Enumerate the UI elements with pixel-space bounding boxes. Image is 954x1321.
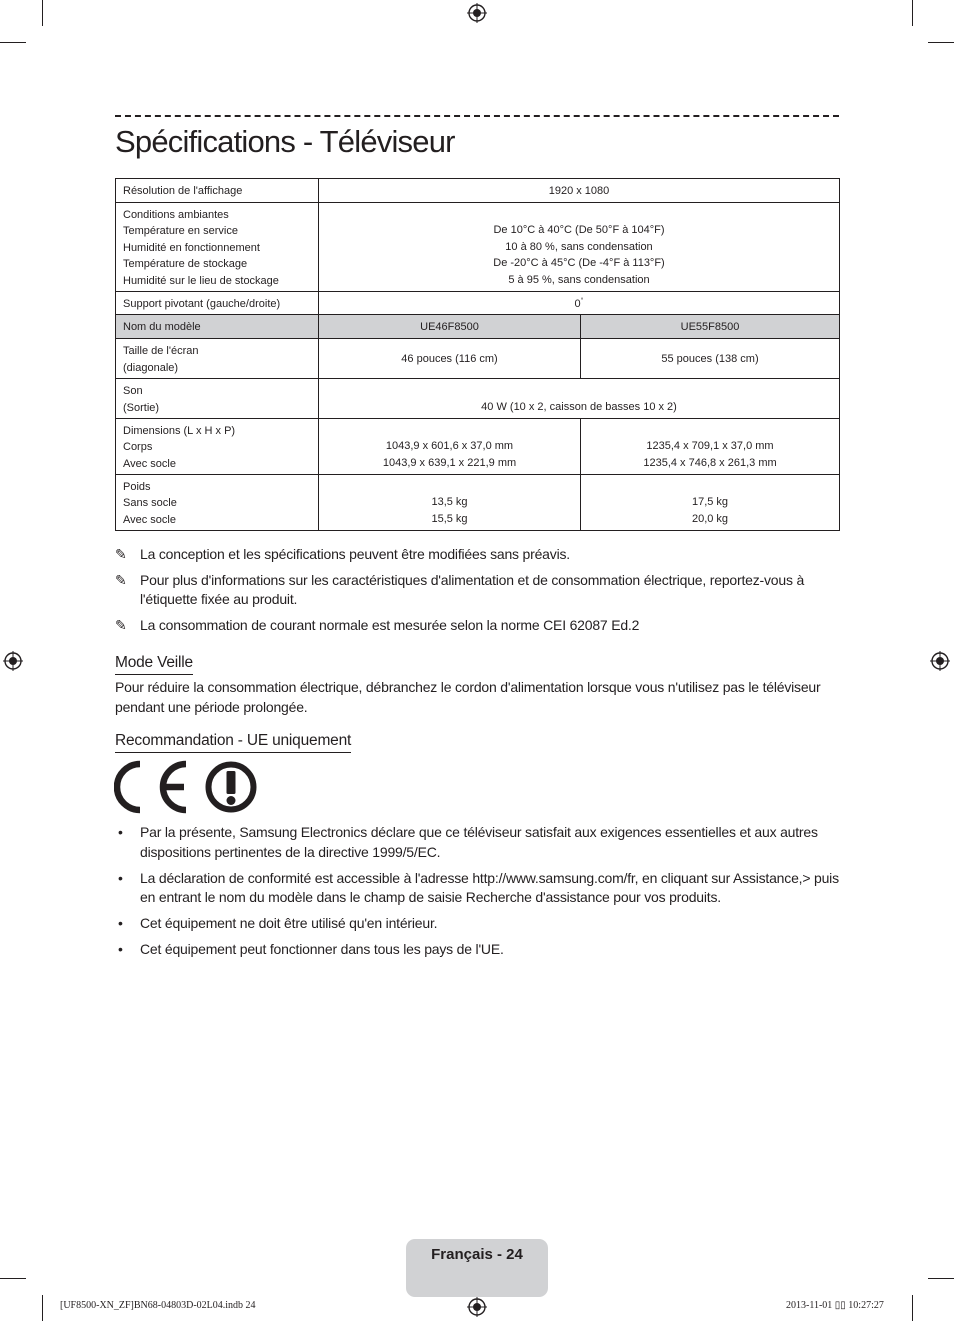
registration-mark-icon xyxy=(467,3,487,23)
row-label-sound: Son (Sortie) xyxy=(116,379,319,419)
standby-text: Pour réduire la consommation électrique, débranchez le cordon d'alimentation lorsque vous n'utilisez pas le téléviseur pendant une période prolongée. xyxy=(115,679,821,715)
standby-heading: Mode Veille xyxy=(115,653,193,675)
recommendation-heading: Recommandation - UE uniquement xyxy=(115,731,351,753)
crop-mark xyxy=(928,42,954,43)
table-row xyxy=(116,203,840,292)
table-row xyxy=(116,379,840,419)
table-row xyxy=(116,419,840,475)
registration-mark-icon xyxy=(3,651,23,671)
page-title: Spécifications - Téléviseur xyxy=(115,124,455,159)
table-row xyxy=(116,179,840,203)
crop-mark xyxy=(928,1278,954,1279)
notes-list xyxy=(115,545,839,641)
crop-mark xyxy=(912,1295,913,1321)
print-slug-right: 2013-11-01 ▯▯ 10:27:27 xyxy=(786,1300,884,1311)
dimensions-46: 1043,9 x 601,6 x 37,0 mm 1043,9 x 639,1 x 221,9 mm xyxy=(319,419,581,475)
table-row xyxy=(116,339,840,379)
ce-mark-icon xyxy=(114,760,260,814)
bullet-icon: • xyxy=(118,869,123,886)
note-item: ✎ La consommation de courant normale est mesurée selon la norme CEI 62087 Ed.2 xyxy=(115,616,839,636)
row-label-environment: Conditions ambiantes Température en service Humidité en fonctionnement Température de stockage Humidité sur le lieu de stockage xyxy=(116,203,319,292)
table-row xyxy=(116,475,840,531)
table-row xyxy=(116,292,840,315)
bullet-icon: • xyxy=(118,824,123,840)
bullet-icon: • xyxy=(118,941,123,957)
row-label-swivel: Support pivotant (gauche/droite) xyxy=(116,292,319,315)
pencil-icon: ✎ xyxy=(115,617,127,634)
table-row xyxy=(116,315,840,339)
weight-46: 13,5 kg 15,5 kg xyxy=(319,475,581,531)
resolution-value: 1920 x 1080 xyxy=(319,179,840,203)
crop-mark xyxy=(42,0,43,26)
print-slug-left: [UF8500-XN_ZF]BN68-04803D-02L04.indb 24 xyxy=(60,1300,256,1311)
registration-mark-icon xyxy=(930,651,950,671)
crop-mark xyxy=(0,1278,26,1279)
list-item: • La déclaration de conformité est accessible à l'adresse http://www.samsung.com/fr, en cliquant sur Assistance,> puis en entrant le nom du modèle dans le champ de saisie Recherche d'assistance pour vos produits. xyxy=(118,869,839,905)
row-label-model: Nom du modèle xyxy=(116,315,319,339)
crop-mark xyxy=(42,1295,43,1321)
list-item: • Cet équipement peut fonctionner dans tous les pays de l'UE. xyxy=(115,940,839,960)
environment-values: De 10°C à 40°C (De 50°F à 104°F) 10 à 80 %, sans condensation De -20°C à 45°C (De -4°F à 113°F) 5 à 95 %, sans condensation xyxy=(319,203,840,292)
pencil-icon: ✎ xyxy=(115,572,127,589)
note-item: ✎ La conception et les spécifications peuvent être modifiées sans préavis. xyxy=(115,545,839,565)
title-dashed-rule xyxy=(115,115,839,117)
crop-mark xyxy=(912,0,913,26)
recommendation-list xyxy=(115,823,839,966)
list-item: • Par la présente, Samsung Electronics déclare que ce téléviseur satisfait aux exigences essentielles et aux autres dispositions pertinentes de la directive 1999/5/EC. xyxy=(118,824,818,860)
note-item: ✎ Pour plus d'informations sur les caractéristiques d'alimentation et de consommation électrique, reportez-vous à l'étiquette fixée au produit. xyxy=(115,571,805,607)
model-46: UE46F8500 xyxy=(319,315,581,339)
page-number-tab: Français - 24 xyxy=(406,1239,548,1297)
list-item: • Cet équipement ne doit être utilisé qu'en intérieur. xyxy=(115,914,839,934)
screen-55: 55 pouces (138 cm) xyxy=(581,339,840,379)
swivel-value: 0° xyxy=(319,292,840,315)
row-label-resolution: Résolution de l'affichage xyxy=(116,179,319,203)
model-55: UE55F8500 xyxy=(581,315,840,339)
dimensions-55: 1235,4 x 709,1 x 37,0 mm 1235,4 x 746,8 x 261,3 mm xyxy=(581,419,840,475)
spec-table xyxy=(115,178,840,531)
row-label-screen: Taille de l'écran (diagonale) xyxy=(116,339,319,379)
screen-46: 46 pouces (116 cm) xyxy=(319,339,581,379)
ce-alert-logos xyxy=(114,760,260,814)
crop-mark xyxy=(0,42,26,43)
bullet-icon: • xyxy=(118,915,123,931)
weight-55: 17,5 kg 20,0 kg xyxy=(581,475,840,531)
sound-value: 40 W (10 x 2, caisson de basses 10 x 2) xyxy=(319,379,840,419)
row-label-weight: Poids Sans socle Avec socle xyxy=(116,475,319,531)
pencil-icon: ✎ xyxy=(115,547,127,563)
registration-mark-icon xyxy=(467,1297,487,1317)
row-label-dimensions: Dimensions (L x H x P) Corps Avec socle xyxy=(116,419,319,475)
